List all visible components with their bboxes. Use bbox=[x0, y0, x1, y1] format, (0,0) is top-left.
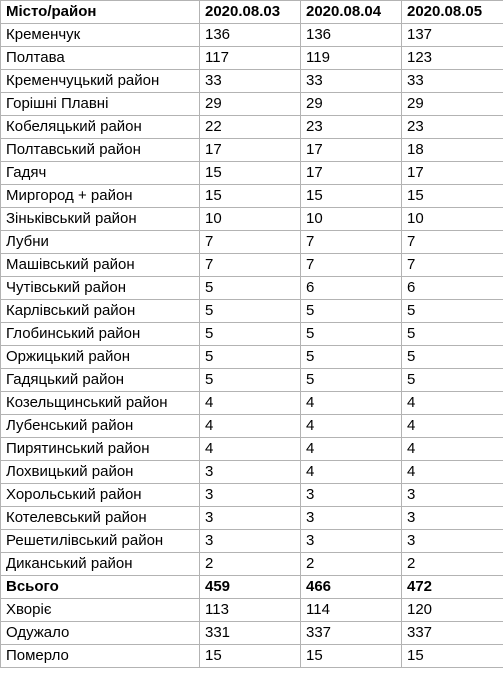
date-2-cell: 4 bbox=[301, 461, 402, 484]
date-2-cell: 4 bbox=[301, 415, 402, 438]
table-row bbox=[1, 438, 503, 461]
table-row bbox=[1, 24, 503, 47]
header-date-1: 2020.08.03 bbox=[200, 1, 301, 24]
table-row bbox=[1, 185, 503, 208]
city-cell: Котелевський район bbox=[1, 507, 200, 530]
city-cell: Машівський район bbox=[1, 254, 200, 277]
date-3-cell: 5 bbox=[402, 369, 503, 392]
table-row bbox=[1, 47, 503, 70]
city-cell: Пирятинський район bbox=[1, 438, 200, 461]
date-3-cell: 10 bbox=[402, 208, 503, 231]
city-cell: Гадяцький район bbox=[1, 369, 200, 392]
date-3-cell: 15 bbox=[402, 645, 503, 668]
date-1-cell: 7 bbox=[200, 231, 301, 254]
date-2-cell: 2 bbox=[301, 553, 402, 576]
date-1-cell: 15 bbox=[200, 162, 301, 185]
date-1-cell: 5 bbox=[200, 323, 301, 346]
date-1-cell: 17 bbox=[200, 139, 301, 162]
total-row bbox=[1, 576, 503, 599]
city-cell: Хворіє bbox=[1, 599, 200, 622]
header-row bbox=[1, 1, 503, 24]
date-1-cell: 29 bbox=[200, 93, 301, 116]
date-1-cell: 4 bbox=[200, 438, 301, 461]
table-row bbox=[1, 323, 503, 346]
date-2-cell: 3 bbox=[301, 530, 402, 553]
city-cell: Глобинський район bbox=[1, 323, 200, 346]
city-cell: Лубни bbox=[1, 231, 200, 254]
table-row bbox=[1, 162, 503, 185]
date-1-cell: 5 bbox=[200, 369, 301, 392]
date-3-cell: 472 bbox=[402, 576, 503, 599]
date-3-cell: 7 bbox=[402, 254, 503, 277]
date-2-cell: 136 bbox=[301, 24, 402, 47]
table-row bbox=[1, 116, 503, 139]
table-row bbox=[1, 507, 503, 530]
table-row bbox=[1, 392, 503, 415]
city-cell: Миргород + район bbox=[1, 185, 200, 208]
date-1-cell: 113 bbox=[200, 599, 301, 622]
table-row bbox=[1, 208, 503, 231]
table-row bbox=[1, 553, 503, 576]
date-3-cell: 5 bbox=[402, 346, 503, 369]
table-row bbox=[1, 415, 503, 438]
city-cell: Решетилівський район bbox=[1, 530, 200, 553]
date-2-cell: 6 bbox=[301, 277, 402, 300]
date-1-cell: 3 bbox=[200, 461, 301, 484]
date-1-cell: 4 bbox=[200, 392, 301, 415]
table-row bbox=[1, 254, 503, 277]
table-row bbox=[1, 300, 503, 323]
date-2-cell: 15 bbox=[301, 185, 402, 208]
date-3-cell: 4 bbox=[402, 415, 503, 438]
date-2-cell: 5 bbox=[301, 346, 402, 369]
date-2-cell: 5 bbox=[301, 300, 402, 323]
summary-row bbox=[1, 599, 503, 622]
city-cell: Всього bbox=[1, 576, 200, 599]
summary-row bbox=[1, 622, 503, 645]
date-2-cell: 33 bbox=[301, 70, 402, 93]
date-1-cell: 15 bbox=[200, 185, 301, 208]
date-3-cell: 4 bbox=[402, 438, 503, 461]
date-3-cell: 6 bbox=[402, 277, 503, 300]
date-3-cell: 4 bbox=[402, 461, 503, 484]
date-3-cell: 17 bbox=[402, 162, 503, 185]
table-row bbox=[1, 530, 503, 553]
date-1-cell: 33 bbox=[200, 70, 301, 93]
date-2-cell: 119 bbox=[301, 47, 402, 70]
date-1-cell: 136 bbox=[200, 24, 301, 47]
date-2-cell: 5 bbox=[301, 369, 402, 392]
date-1-cell: 117 bbox=[200, 47, 301, 70]
city-cell: Диканський район bbox=[1, 553, 200, 576]
header-city-district: Місто/район bbox=[1, 1, 200, 24]
date-3-cell: 33 bbox=[402, 70, 503, 93]
city-cell: Лубенський район bbox=[1, 415, 200, 438]
date-2-cell: 7 bbox=[301, 254, 402, 277]
table-row bbox=[1, 231, 503, 254]
date-3-cell: 5 bbox=[402, 323, 503, 346]
table-row bbox=[1, 369, 503, 392]
date-3-cell: 2 bbox=[402, 553, 503, 576]
city-cell: Одужало bbox=[1, 622, 200, 645]
date-3-cell: 3 bbox=[402, 484, 503, 507]
date-2-cell: 3 bbox=[301, 484, 402, 507]
summary-row bbox=[1, 645, 503, 668]
date-1-cell: 331 bbox=[200, 622, 301, 645]
date-2-cell: 29 bbox=[301, 93, 402, 116]
date-2-cell: 3 bbox=[301, 507, 402, 530]
date-2-cell: 10 bbox=[301, 208, 402, 231]
date-3-cell: 137 bbox=[402, 24, 503, 47]
date-1-cell: 22 bbox=[200, 116, 301, 139]
city-cell: Козельщинський район bbox=[1, 392, 200, 415]
date-1-cell: 7 bbox=[200, 254, 301, 277]
city-cell: Оржицький район bbox=[1, 346, 200, 369]
date-2-cell: 337 bbox=[301, 622, 402, 645]
table-row bbox=[1, 484, 503, 507]
city-cell: Лохвицький район bbox=[1, 461, 200, 484]
date-1-cell: 5 bbox=[200, 346, 301, 369]
date-3-cell: 15 bbox=[402, 185, 503, 208]
date-3-cell: 120 bbox=[402, 599, 503, 622]
date-1-cell: 3 bbox=[200, 507, 301, 530]
city-cell: Гадяч bbox=[1, 162, 200, 185]
date-1-cell: 3 bbox=[200, 530, 301, 553]
date-3-cell: 18 bbox=[402, 139, 503, 162]
date-2-cell: 4 bbox=[301, 392, 402, 415]
table-row bbox=[1, 277, 503, 300]
date-1-cell: 10 bbox=[200, 208, 301, 231]
date-3-cell: 3 bbox=[402, 530, 503, 553]
city-cell: Полтава bbox=[1, 47, 200, 70]
city-cell: Кременчуцький район bbox=[1, 70, 200, 93]
date-2-cell: 17 bbox=[301, 139, 402, 162]
table-body bbox=[1, 24, 503, 668]
date-2-cell: 4 bbox=[301, 438, 402, 461]
date-2-cell: 5 bbox=[301, 323, 402, 346]
table-row bbox=[1, 70, 503, 93]
city-cell: Чутівський район bbox=[1, 277, 200, 300]
date-2-cell: 466 bbox=[301, 576, 402, 599]
date-2-cell: 23 bbox=[301, 116, 402, 139]
date-3-cell: 29 bbox=[402, 93, 503, 116]
date-1-cell: 5 bbox=[200, 277, 301, 300]
date-1-cell: 4 bbox=[200, 415, 301, 438]
date-1-cell: 3 bbox=[200, 484, 301, 507]
table-header bbox=[1, 1, 503, 24]
date-1-cell: 459 bbox=[200, 576, 301, 599]
table-row bbox=[1, 93, 503, 116]
date-3-cell: 7 bbox=[402, 231, 503, 254]
date-3-cell: 23 bbox=[402, 116, 503, 139]
date-2-cell: 15 bbox=[301, 645, 402, 668]
date-1-cell: 2 bbox=[200, 553, 301, 576]
header-date-2: 2020.08.04 bbox=[301, 1, 402, 24]
date-3-cell: 4 bbox=[402, 392, 503, 415]
date-2-cell: 7 bbox=[301, 231, 402, 254]
city-cell: Карлівський район bbox=[1, 300, 200, 323]
city-cell: Хорольський район bbox=[1, 484, 200, 507]
table-row bbox=[1, 346, 503, 369]
header-date-3: 2020.08.05 bbox=[402, 1, 503, 24]
date-1-cell: 5 bbox=[200, 300, 301, 323]
city-cell: Горішні Плавні bbox=[1, 93, 200, 116]
table-row bbox=[1, 139, 503, 162]
city-cell: Кременчук bbox=[1, 24, 200, 47]
date-1-cell: 15 bbox=[200, 645, 301, 668]
date-2-cell: 17 bbox=[301, 162, 402, 185]
date-3-cell: 123 bbox=[402, 47, 503, 70]
table-row bbox=[1, 461, 503, 484]
date-2-cell: 114 bbox=[301, 599, 402, 622]
city-cell: Кобеляцький район bbox=[1, 116, 200, 139]
date-3-cell: 3 bbox=[402, 507, 503, 530]
date-3-cell: 337 bbox=[402, 622, 503, 645]
city-cell: Померло bbox=[1, 645, 200, 668]
city-cell: Полтавський район bbox=[1, 139, 200, 162]
date-3-cell: 5 bbox=[402, 300, 503, 323]
city-cell: Зіньківський район bbox=[1, 208, 200, 231]
